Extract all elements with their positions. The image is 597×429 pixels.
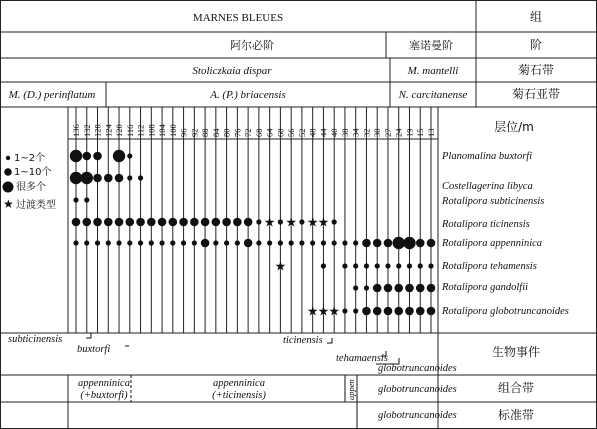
occurrence-dot [385, 263, 390, 268]
occurrence-dot [127, 175, 132, 180]
occurrence-dot [113, 150, 125, 162]
level-tick-label: 34 [350, 128, 361, 137]
transitional-star-mark: ★ [317, 214, 330, 230]
occurrence-dot [147, 218, 156, 227]
occurrence-dot [299, 240, 304, 245]
legend-label-medium: 1~10个 [14, 167, 52, 178]
occurrence-dot [84, 197, 89, 202]
occurrence-dot [181, 240, 186, 245]
occurrence-dot [138, 175, 143, 180]
level-tick-label: 88 [200, 128, 211, 137]
occurrence-dot [70, 150, 82, 162]
level-tick-label: 120 [114, 124, 125, 137]
stage-cenomanian: 塞诺曼阶 [409, 39, 453, 52]
assemblage-zone-appenninica-2: appenninica [213, 378, 265, 389]
level-tick-label: 38 [339, 128, 350, 137]
level-tick-label: 84 [210, 128, 221, 137]
level-tick-label: 30 [372, 128, 383, 137]
occurrence-dot [73, 197, 78, 202]
level-tick-label: 60 [275, 128, 286, 137]
occurrence-dot [407, 263, 412, 268]
occurrence-dot [396, 263, 401, 268]
bioevent-ticinensis: ticinensis [283, 335, 323, 346]
level-tick-label: 64 [264, 128, 275, 137]
level-tick-label: 132 [81, 124, 92, 137]
ammonite-zone-mantelli: M. mantelli [407, 65, 459, 77]
occurrence-dot [418, 263, 423, 268]
occurrence-dot [384, 284, 393, 293]
assemblage-zone-appenninica-1: appenninica [78, 378, 130, 389]
species-label: Planomalina buxtorfi [442, 151, 533, 162]
ammonite-zone-label: 菊石带 [517, 63, 555, 77]
level-tick-label: 116 [124, 124, 135, 137]
level-tick-label: 136 [71, 124, 81, 137]
occurrence-dot [427, 307, 436, 316]
legend [3, 151, 57, 211]
level-tick-label: 68 [253, 128, 264, 137]
occurrence-dot [179, 218, 188, 227]
assemblage-label: 组合带 [497, 381, 535, 395]
occurrence-dot [364, 285, 369, 290]
occurrence-dot [321, 240, 326, 245]
legend-star-icon: ★ [3, 197, 14, 211]
standard-zone-globotruncanoides: globotruncanoides [378, 410, 457, 421]
occurrence-dot [375, 263, 380, 268]
occurrence-dot [299, 219, 304, 224]
level-tick-label: 15 [415, 128, 426, 137]
occurrence-dot [267, 240, 272, 245]
occurrence-dot [342, 240, 347, 245]
occurrence-dot [393, 237, 405, 249]
standard-label: 标准带 [497, 408, 535, 422]
level-tick-label: 100 [167, 124, 178, 137]
occurrence-dot [136, 218, 145, 227]
formation-name: MARNES BLEUES [192, 12, 284, 24]
level-tick-label: 56 [286, 128, 297, 137]
transitional-star-mark: ★ [328, 303, 341, 319]
occurrence-dot [84, 240, 89, 245]
occurrence-dot [159, 240, 164, 245]
level-tick-label: 104 [157, 124, 168, 137]
subzone-label: 菊石亚带 [511, 87, 561, 101]
transitional-star-mark: ★ [306, 303, 319, 319]
occurrence-dot [278, 240, 283, 245]
occurrence-dot [332, 240, 337, 245]
transitional-star-mark: ★ [263, 214, 276, 230]
occurrence-dot [127, 240, 132, 245]
occurrence-dot [256, 240, 261, 245]
occurrence-dot [362, 307, 371, 316]
occurrence-dot [278, 219, 283, 224]
occurrence-dot [201, 239, 210, 248]
species-label: Rotalipora globotruncanoides [442, 306, 569, 317]
occurrence-dot [353, 240, 358, 245]
legend-dot-large [3, 182, 14, 193]
legend-dot-small [6, 156, 10, 160]
level-tick-label: 27 [382, 128, 393, 137]
occurrence-dot [416, 307, 425, 316]
occurrence-dot [170, 240, 175, 245]
occurrence-dot [394, 307, 403, 316]
occurrence-dot [405, 284, 414, 293]
formation-label: 组 [529, 10, 543, 24]
transitional-star-mark: ★ [306, 214, 319, 230]
level-tick-label: 32 [361, 128, 372, 137]
occurrence-dot [149, 240, 154, 245]
level-tick-label: 52 [296, 128, 307, 137]
occurrence-dot [373, 284, 382, 293]
occurrence-dot [244, 218, 253, 227]
occurrence-dot [70, 172, 82, 184]
occurrence-dot [222, 218, 231, 227]
level-tick-labels [71, 124, 436, 138]
assemblage-zone-appenninica-1-sub: (+buxtorfi) [80, 390, 128, 401]
level-tick-label: 76 [232, 128, 243, 137]
occurrence-dot [158, 218, 167, 227]
level-tick-label: 128 [92, 124, 103, 137]
species-label: Rotalipora ticinensis [442, 219, 530, 230]
occurrence-dot [190, 218, 199, 227]
occurrence-dot [138, 240, 143, 245]
stage-label: 阶 [529, 38, 543, 52]
occurrence-dot [289, 240, 294, 245]
occurrence-dot [106, 240, 111, 245]
occurrence-dot [93, 174, 102, 183]
legend-dot-medium [4, 168, 12, 176]
bioevent-globotruncanoides: globotruncanoides [378, 363, 457, 374]
level-tick-label: 44 [318, 128, 329, 137]
transitional-star-mark: ★ [274, 258, 287, 274]
stage-albian: 阿尔必阶 [230, 39, 274, 52]
assemblage-zone-appenninica-2-sub: (+ticinensis) [212, 390, 266, 401]
level-tick-label: 96 [178, 128, 189, 137]
occurrence-dot [213, 240, 218, 245]
occurrence-dot [212, 218, 221, 227]
occurrence-dot [416, 239, 425, 248]
species-labels [441, 151, 569, 317]
subzone-briacensis: A. (P.) briacensis [210, 89, 286, 101]
species-label: Rotalipora tehamensis [442, 261, 537, 272]
species-label: Rotalipora subticinensis [442, 196, 545, 207]
occurrence-dot [416, 284, 425, 293]
level-tick-label: 112 [135, 124, 146, 137]
level-tick-label: 40 [329, 128, 340, 137]
level-tick-label: 13 [426, 128, 436, 137]
occurrence-dot [342, 263, 347, 268]
ammonite-zone-dispar: Stoliczkaia dispar [192, 65, 272, 77]
occurrence-dot [384, 307, 393, 316]
occurrence-dot [233, 218, 242, 227]
occurrence-dot [93, 218, 102, 227]
occurrence-dot [95, 240, 100, 245]
occurrence-dot [353, 308, 358, 313]
transitional-star-mark: ★ [317, 303, 330, 319]
occurrence-dot [353, 263, 358, 268]
occurrence-dot [125, 218, 134, 227]
occurrence-dot [72, 218, 81, 227]
occurrence-dot [427, 239, 436, 248]
subzone-perinflatum: M. (D.) perinflatum [8, 89, 96, 101]
bioevent-tehamaensis: tehamaensis [336, 353, 388, 364]
occurrence-dot [93, 152, 102, 161]
occurrence-dot [235, 240, 240, 245]
transitional-star-mark: ★ [285, 214, 297, 230]
occurrence-marks [70, 150, 436, 319]
occurrence-dot [342, 308, 347, 313]
level-tick-label: 48 [307, 128, 318, 137]
level-title: 层位/m [494, 120, 534, 134]
occurrence-dot [373, 307, 382, 316]
occurrence-dot [116, 240, 121, 245]
occurrence-dot [201, 218, 210, 227]
legend-label-large: 很多个 [16, 182, 46, 193]
occurrence-dot [384, 239, 393, 248]
occurrence-dot [353, 285, 358, 290]
occurrence-dot [224, 240, 229, 245]
level-tick-label: 80 [221, 128, 232, 137]
occurrence-dot [104, 174, 113, 183]
occurrence-dot [82, 218, 91, 227]
occurrence-dot [192, 240, 197, 245]
level-tick-label: 108 [146, 124, 157, 137]
occurrence-dot [115, 174, 124, 183]
level-tick-label: 124 [103, 124, 114, 137]
occurrence-dot [428, 263, 433, 268]
occurrence-dot [394, 284, 403, 293]
level-tick-label: 19 [404, 128, 415, 137]
level-tick-label: 72 [243, 128, 254, 137]
occurrence-dot [81, 172, 93, 184]
occurrence-dot [321, 263, 326, 268]
species-label: Rotalipora appenninica [442, 238, 543, 249]
bioevent-buxtorfi: buxtorfi [77, 344, 111, 355]
occurrence-dot [244, 239, 253, 248]
occurrence-dot [169, 218, 178, 227]
subzone-carcitanense: N. carcitanense [398, 89, 468, 101]
level-tick-label: 24 [393, 128, 404, 137]
occurrence-dot [115, 218, 124, 227]
occurrence-dot [310, 240, 315, 245]
occurrence-dot [362, 239, 371, 248]
bioevents-label: 生物事件 [491, 345, 541, 359]
occurrence-dot [403, 237, 415, 249]
level-tick-label: 92 [189, 128, 200, 137]
assemblage-zone-appen: appen [346, 379, 356, 400]
occurrence-dot [405, 307, 414, 316]
occurrence-dot [104, 218, 113, 227]
occurrence-dot [82, 152, 91, 161]
occurrence-dot [332, 219, 337, 224]
occurrence-dot [427, 284, 436, 293]
assemblage-zone-globotruncanoides: globotruncanoides [378, 384, 457, 395]
bioevent-subticinensis: subticinensis [8, 334, 63, 345]
legend-label-star: 过渡类型 [16, 200, 56, 211]
species-label: Rotalipora gandolfii [442, 282, 529, 293]
occurrence-dot [364, 263, 369, 268]
occurrence-dot [373, 239, 382, 248]
species-label: Costellagerina libyca [442, 181, 533, 192]
occurrence-dot [127, 153, 132, 158]
occurrence-dot [73, 240, 78, 245]
occurrence-dot [256, 219, 261, 224]
legend-label-small: 1~2个 [14, 153, 46, 164]
